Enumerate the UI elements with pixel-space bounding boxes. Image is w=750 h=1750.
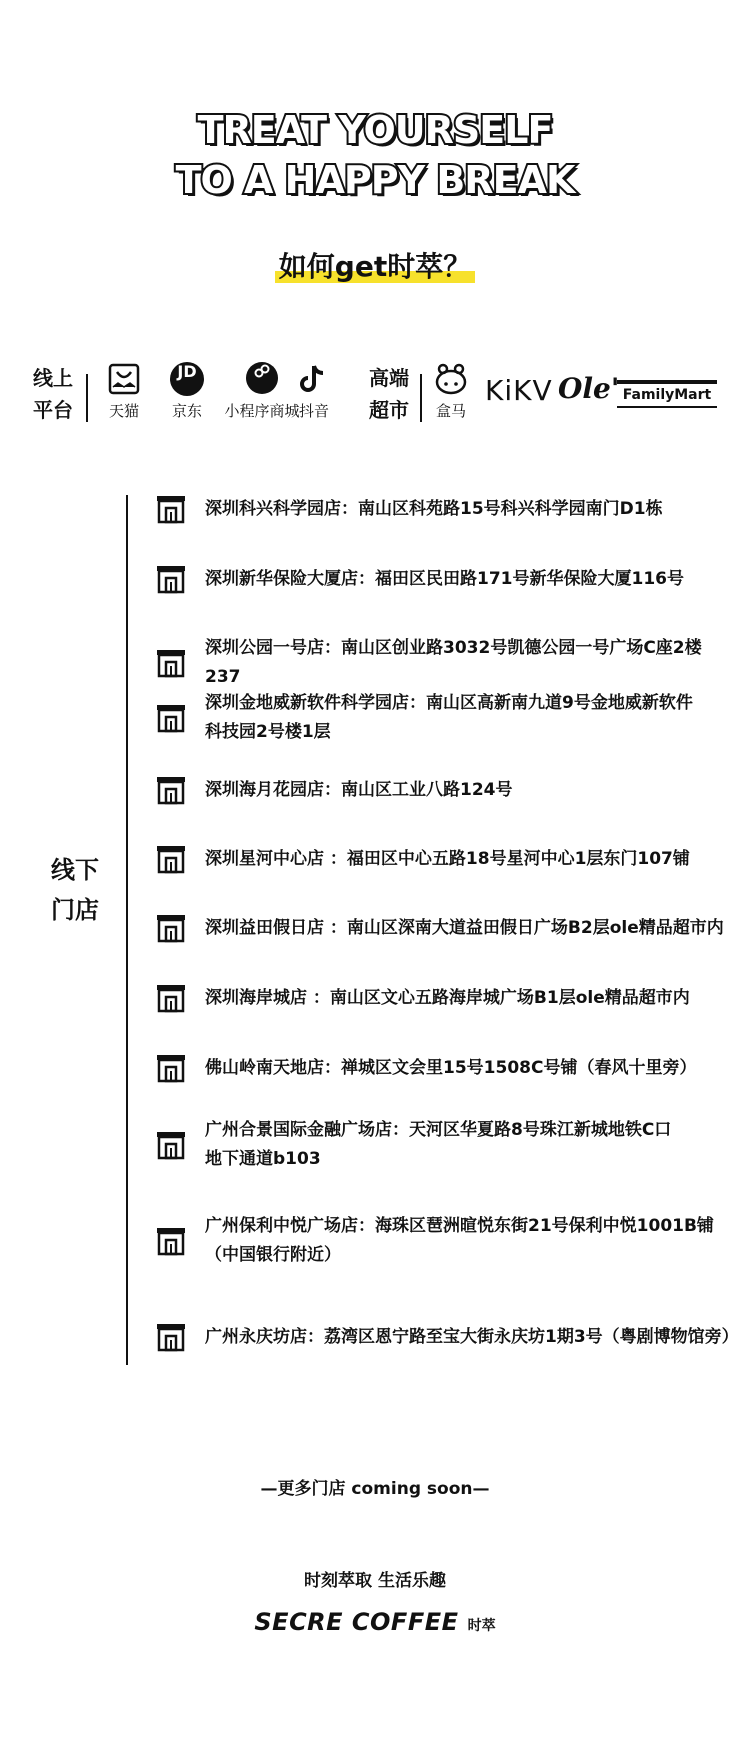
store-icon [155,844,187,874]
store-item[interactable] [155,1212,735,1270]
store-address [205,984,690,1013]
more-stores-coming: —更多门店 coming soon— [260,1479,490,1499]
channel-mini-program-label: 小程序商城 [224,402,300,420]
store-address-line-1: 深圳益田假日店 ：南山区深南大道益田假日广场B2层ole精品超市内 [205,917,724,938]
brand-logo [0,1608,750,1636]
store-timeline [126,495,128,1365]
store-address [205,634,735,692]
online-label-line-2: 平台 [33,398,73,422]
store-address-line-1: 深圳金地威新软件科学园店：南山区高新南九道9号金地威新软件 [205,693,693,713]
store-address [205,914,724,943]
channel-douyin[interactable] [294,362,334,421]
store-address-line-1: 深圳星河中心店 ：福田区中心五路18号星河中心1层东门107铺 [205,848,690,869]
store-icon [155,1053,187,1083]
store-item[interactable] [155,775,735,805]
channel-jd-label: 京东 [171,402,202,420]
store-address-line-1: 佛山岭南天地店：禅城区文会里15号1508C号铺（春风十里旁） [205,1057,697,1078]
store-address [205,1116,671,1174]
headline [0,105,750,205]
store-address-line-1: 深圳海月花园店：南山区工业八路124号 [205,779,513,800]
store-item[interactable] [155,844,735,874]
store-address [205,1054,696,1083]
supermarket-divider [420,374,422,422]
brand-logo-en: SECRE COFFEE [254,1608,459,1636]
store-item[interactable] [155,494,735,524]
store-icon [155,983,187,1013]
store-address [205,689,693,747]
tmall-bag-icon [107,362,141,396]
store-icon [155,913,187,943]
channel-tmall[interactable] [96,362,152,421]
douyin-icon [297,362,331,396]
store-address [205,565,684,594]
channel-tmall-label: 天猫 [108,402,139,420]
headline-line-2: TO A HAPPY BREAK [175,158,575,202]
store-address-line-1: 广州永庆坊店：荔湾区恩宁路至宝大街永庆坊1期3号（粤剧博物馆旁） [205,1326,739,1347]
store-icon [155,775,187,805]
channel-jd[interactable] [162,362,212,421]
store-address-line-1: 广州保利中悦广场店：海珠区琶洲暄悦东街21号保利中悦1001B铺 [205,1216,714,1236]
mini-program-icon [246,362,278,394]
kikv-logo[interactable]: KiKV [485,374,553,407]
online-label [28,362,78,426]
store-icon [155,648,187,678]
store-address [205,495,663,524]
store-item[interactable] [155,1322,739,1352]
store-item[interactable] [155,564,735,594]
headline-line-1: TREAT YOURSELF [197,108,553,152]
channel-douyin-label: 抖音 [298,402,329,420]
store-icon [155,564,187,594]
supermarket-hema-label: 盒马 [435,402,466,420]
supermarket-label-line-1: 高端 [369,366,409,390]
familymart-logo[interactable] [617,380,717,408]
supermarket-label-line-2: 超市 [369,398,409,422]
store-address-line-2: 科技园2号楼1层 [205,722,331,742]
store-item[interactable] [155,634,735,692]
store-icon [155,1322,187,1352]
how-to-get-text: 如何get时萃？ [279,245,471,285]
store-icon [155,703,187,733]
offline-label-line-2: 门店 [51,896,99,924]
store-address-line-1: 深圳新华保险大厦店：福田区民田路171号新华保险大厦116号 [205,568,684,589]
familymart-logo-text: FamilyMart [622,387,712,403]
hema-hippo-icon [433,362,469,396]
supermarket-label [364,362,414,426]
store-item[interactable] [155,689,735,747]
offline-label-line-1: 线下 [51,856,99,884]
jd-icon-text: JD [177,362,197,381]
store-icon [155,1226,187,1256]
store-address [205,845,690,874]
store-item[interactable] [155,1116,735,1174]
store-address [205,776,513,805]
store-address-line-2: （中国银行附近） [205,1245,341,1265]
ole-logo[interactable]: Ole' [558,372,620,405]
brand-logo-cn: 时萃 [467,1618,496,1634]
store-address-line-1: 深圳科兴科学园店：南山区科苑路15号科兴科学园南门D1栋 [205,498,663,519]
online-label-line-1: 线上 [33,366,73,390]
supermarket-hema[interactable] [428,362,474,421]
online-divider [86,374,88,422]
store-item[interactable] [155,913,735,943]
how-to-get-heading [0,245,750,285]
jd-icon [170,362,204,396]
store-address [205,1323,739,1352]
offline-label [45,850,105,930]
store-icon [155,1130,187,1160]
store-item[interactable] [155,983,735,1013]
store-icon [155,494,187,524]
slogan: 时刻萃取 生活乐趣 [304,1571,446,1591]
store-address-line-1: 深圳公园一号店：南山区创业路3032号凯德公园一号广场C座2楼237 [205,638,702,687]
store-address-line-1: 广州合景国际金融广场店：天河区华夏路8号珠江新城地铁C口 [205,1120,672,1140]
store-address-line-2: 地下通道b103 [205,1149,321,1169]
store-address [205,1212,714,1270]
store-item[interactable] [155,1053,735,1083]
channels-row [0,362,750,432]
store-address-line-1: 深圳海岸城店 ：南山区文心五路海岸城广场B1层ole精品超市内 [205,987,690,1008]
